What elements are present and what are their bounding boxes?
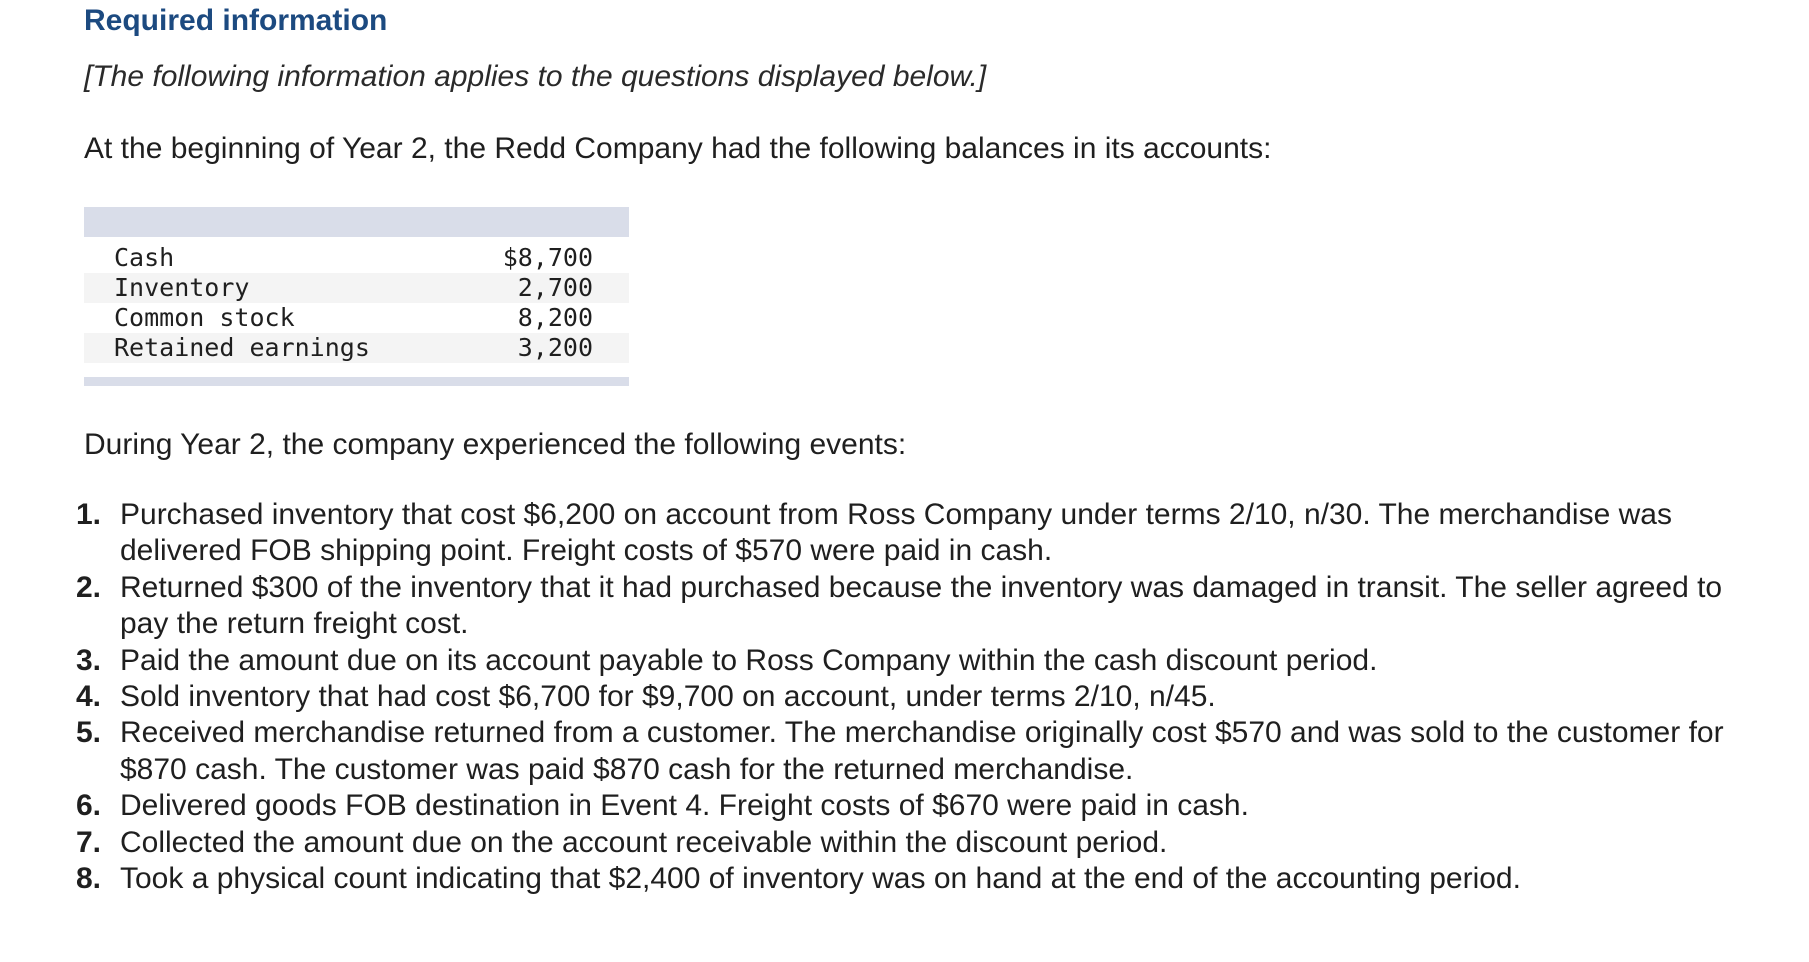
- table-body: [84, 237, 629, 363]
- account-name: Common stock: [114, 303, 295, 332]
- event-text: Delivered goods FOB destination in Event 4. Freight costs of $670 were paid in cash.: [120, 789, 1249, 823]
- required-information-heading: Required information: [84, 4, 388, 37]
- events-intro: During Year 2, the company experienced the following events:: [84, 428, 907, 461]
- event-text: Received merchandise returned from a customer. The merchandise originally cost $570 and was sold to the customer for $870 cash. The customer was paid $870 cash for the returned merchandise.: [120, 716, 1724, 786]
- list-item: [76, 715, 1776, 788]
- account-amount: 8,200: [517, 303, 593, 332]
- table-row: [84, 303, 629, 333]
- event-number: 6.: [76, 789, 102, 823]
- event-text: Took a physical count indicating that $2,400 of inventory was on hand at the end of the accounting period.: [120, 862, 1521, 896]
- table-row: [84, 273, 629, 303]
- event-number: 2.: [76, 570, 102, 604]
- account-name: Retained earnings: [114, 333, 370, 362]
- balances-intro: At the beginning of Year 2, the Redd Company had the following balances in its accounts:: [84, 132, 1272, 165]
- list-item: [76, 679, 1776, 715]
- table-header-bar: [84, 207, 629, 237]
- account-balances-table: [84, 207, 629, 386]
- event-text: Paid the amount due on its account payable to Ross Company within the cash discount period.: [120, 643, 1378, 677]
- list-item: [76, 788, 1776, 824]
- list-item: [76, 825, 1776, 861]
- event-text: Returned $300 of the inventory that it had purchased because the inventory was damaged in transit. The seller agreed to pay the return freight cost.: [120, 570, 1723, 641]
- event-number: 7.: [76, 825, 102, 859]
- events-list: [76, 497, 1776, 897]
- list-item: [76, 570, 1776, 643]
- account-amount: $8,700: [502, 243, 593, 272]
- table-row: [84, 333, 629, 363]
- list-item: [76, 497, 1776, 570]
- event-number: 1.: [76, 498, 102, 531]
- event-text: Sold inventory that had cost $6,700 for $9,700 on account, under terms 2/10, n/45.: [120, 680, 1216, 714]
- table-row: [84, 243, 629, 273]
- account-amount: 3,200: [517, 333, 593, 362]
- event-number: 8.: [76, 862, 102, 896]
- event-number: 3.: [76, 643, 102, 677]
- applies-note: [The following information applies to the questions displayed below.]: [84, 60, 987, 93]
- list-item: [76, 861, 1776, 897]
- event-number: 5.: [76, 716, 102, 750]
- event-text: Collected the amount due on the account receivable within the discount period.: [120, 825, 1168, 859]
- list-item: [76, 643, 1776, 679]
- event-number: 4.: [76, 680, 102, 714]
- event-text: Purchased inventory that cost $6,200 on account from Ross Company under terms 2/10, n/30. The merchandise was delivered FOB shipping point. Freight costs of $570 were paid in cash.: [120, 498, 1672, 568]
- account-amount: 2,700: [517, 273, 593, 302]
- table-footer-bar: [84, 377, 629, 386]
- account-name: Inventory: [114, 273, 250, 302]
- account-name: Cash: [114, 243, 175, 272]
